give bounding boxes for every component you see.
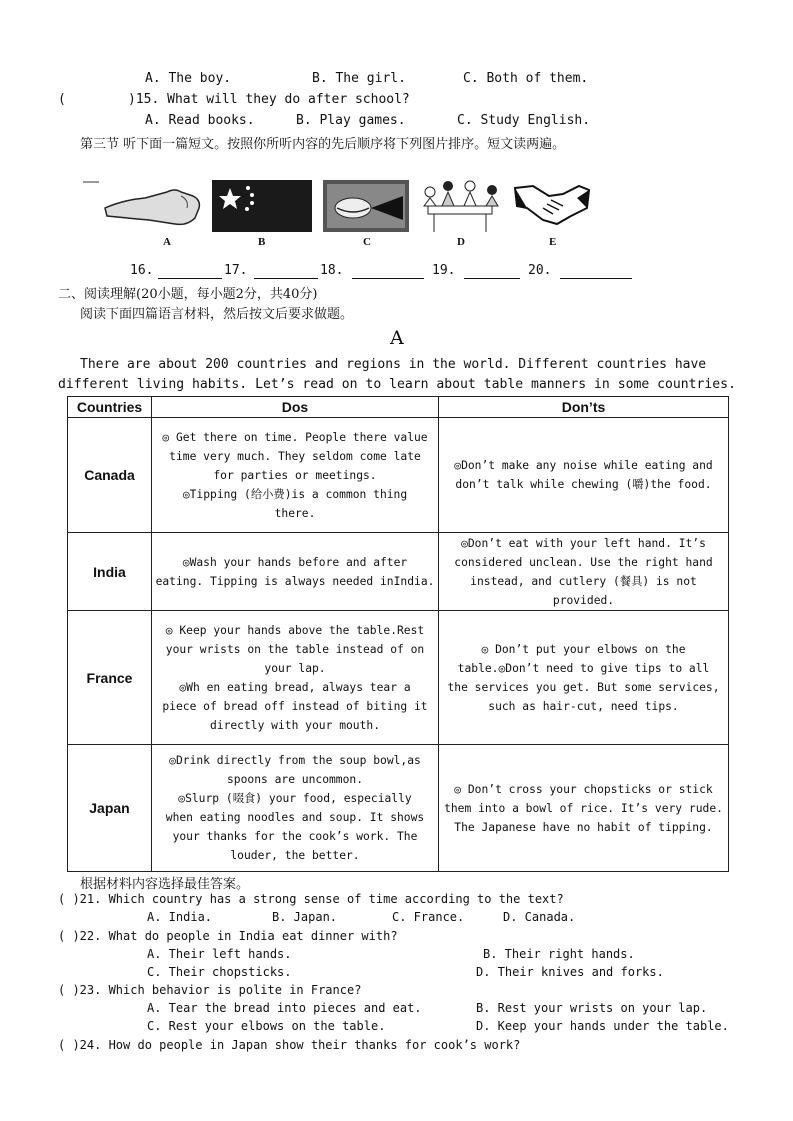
blank-16[interactable] [158,266,222,279]
q14-option-b: B. The girl. [312,71,406,86]
q22-stem: ( )22. What do people in India eat dinner with? [58,929,398,943]
donts-line: The Japanese have no habit of tipping. [454,820,713,834]
blank-18-label: 18. [320,263,344,278]
header-countries: Countries [68,397,152,418]
dos-line: your thanks for the cook’s work. The [172,830,418,843]
q15-option-b: B. Play games. [296,113,406,128]
table-row [68,611,729,745]
header-donts: Don’ts [439,397,729,418]
dos-cell [152,745,439,872]
blank-18[interactable] [352,266,424,279]
q24-stem: ( )24. How do people in Japan show their thanks for cook’s work? [58,1038,521,1052]
blank-20[interactable] [560,266,632,279]
q22-option-a: A. Their left hands. [147,947,292,961]
q14-option-c: C. Both of them. [463,71,589,86]
dos-line: directly with your mouth. [209,718,381,732]
table-row [68,533,729,611]
family-dinner-icon [418,178,504,234]
section3-header: 第三节 听下面一篇短文。按照你所听内容的先后顺序将下列图片排序。短文读两遍。 [80,137,566,152]
country-cell: India [68,533,152,611]
header-dos: Dos [152,397,439,418]
dos-cell [152,418,439,533]
table-header-row [68,397,729,418]
q21-option-c: C. France. [392,910,465,924]
q23-option-b: B. Rest your wrists on your lap. [476,1001,708,1015]
passage-intro-line-2: different living habits. Let’s read on to learn about table manners in some countries. [58,377,736,392]
q23-option-d: D. Keep your hands under the table. [476,1019,729,1033]
q15-paren: ( [58,92,66,107]
q23-stem: ( )23. Which behavior is polite in France? [58,983,362,997]
donts-line: table.◎Don’t need to give tips to all [457,661,710,675]
dos-line: for parties or meetings. [213,468,377,482]
dos-line: time very much. They seldom come late [169,449,421,463]
dos-line: ◎Slurp (啜食) your food, especially [178,792,412,805]
blank-19[interactable] [464,266,520,279]
picture-label-b: B [258,236,266,248]
q21-option-d: D. Canada. [503,910,576,924]
dos-line: ◎ Get there on time. People there value [162,430,428,444]
picture-b [212,178,312,234]
donts-line: ◎ Don’t put your elbows on the [481,642,686,656]
mouth-eating-icon [323,178,409,234]
q23-option-c: C. Rest your elbows on the table. [147,1019,386,1033]
donts-line: don’t talk while chewing (嚼)the food. [455,478,712,491]
dos-line: your wrists on the table instead of on [165,642,425,656]
china-flag-icon [212,178,312,234]
q21-option-a: A. India. [147,910,213,924]
q22-option-c: C. Their chopsticks. [147,965,292,979]
donts-line: considered unclean. Use the right hand [454,555,713,569]
handshake-icon [513,178,591,234]
dos-line: eating. Tipping is always needed inIndia. [155,574,435,588]
blank-17[interactable] [254,266,318,279]
blank-16-label: 16. [130,263,154,278]
hand-icon [83,178,205,234]
dos-line: when eating noodles and soup. It shows [165,811,425,824]
dos-cell [152,533,439,611]
table-manners-table [67,396,729,872]
donts-line: them into a bowl of rice. It’s very rude. [444,801,723,815]
dos-line: ◎Drink directly from the soup bowl,as [169,754,421,767]
picture-c [323,178,409,234]
country-cell: Canada [68,418,152,533]
dos-line: your lap. [264,661,326,675]
donts-cell [439,611,729,745]
choose-instruction: 根据材料内容选择最佳答案。 [80,877,250,892]
picture-label-e: E [549,236,557,248]
part2-instruction: 阅读下面四篇语言材料，然后按文后要求做题。 [80,307,354,322]
donts-cell [439,418,729,533]
donts-cell [439,745,729,872]
donts-line: instead, and cutlery (餐具) is not [470,574,697,588]
picture-label-a: A [163,236,171,248]
table-row [68,745,729,872]
dos-line: piece of bread off instead of biting it [162,699,428,713]
dos-line: louder, the better. [230,849,360,862]
donts-line: provided. [552,593,615,607]
picture-d [418,178,504,234]
dos-line: spoons are uncommon. [226,773,364,786]
blank-17-label: 17. [224,263,248,278]
country-cell: Japan [68,745,152,872]
donts-line: ◎Don’t make any noise while eating and [454,459,713,472]
table-row [68,418,729,533]
q22-option-b: B. Their right hands. [483,947,635,961]
picture-a [83,178,205,234]
part2-header: 二、阅读理解(20小题，每小题2分，共40分) [58,287,318,302]
country-cell: France [68,611,152,745]
donts-line: ◎Don’t eat with your left hand. It’s [461,536,706,550]
donts-line: ◎ Don’t cross your chopsticks or stick [454,782,713,796]
q14-option-a: A. The boy. [145,71,232,86]
blank-19-label: 19. [432,263,456,278]
q15-option-c: C. Study English. [457,113,591,128]
picture-label-c: C [363,236,371,248]
picture-label-d: D [457,236,465,248]
q22-option-d: D. Their knives and forks. [476,965,664,979]
dos-cell [152,611,439,745]
donts-line: such as hair-cut, need tips. [488,699,679,713]
passage-title: A [390,327,404,349]
donts-cell [439,533,729,611]
q21-option-b: B. Japan. [272,910,338,924]
dos-line: there. [274,506,316,520]
q23-option-a: A. Tear the bread into pieces and eat. [147,1001,422,1015]
picture-e [513,178,591,234]
donts-line: the services you get. But some services, [447,680,720,694]
dos-line: ◎Wh en eating bread, always tear a [179,680,411,694]
q15-option-a: A. Read books. [145,113,255,128]
dos-line: ◎ Keep your hands above the table.Rest [165,623,425,637]
dos-line: ◎Tipping (给小费)is a common thing [182,487,408,501]
q21-stem: ( )21. Which country has a strong sense of time according to the text? [58,892,564,906]
q15-stem: )15. What will they do after school? [128,92,410,107]
dos-line: ◎Wash your hands before and after [182,555,408,569]
passage-intro-line-1: There are about 200 countries and regions in the world. Different countries have [80,357,707,372]
blank-20-label: 20. [528,263,552,278]
